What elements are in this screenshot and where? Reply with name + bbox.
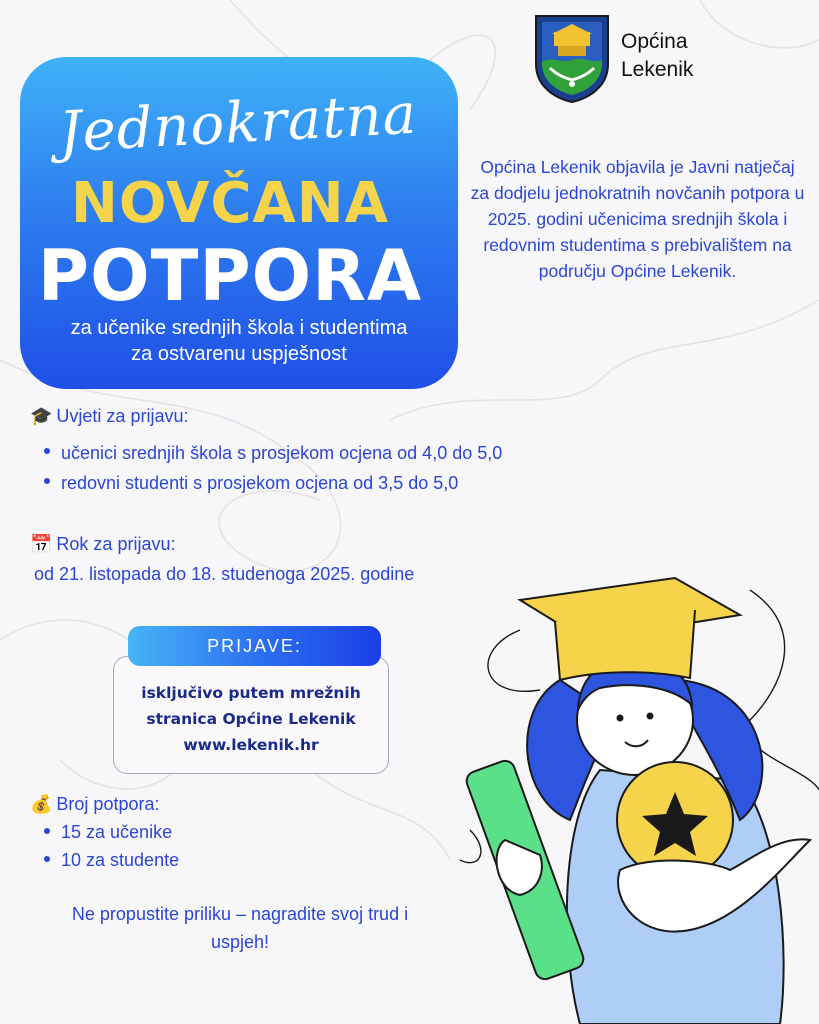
deadline-heading [30,532,175,556]
hero-subtitle [20,315,458,367]
hero-subtitle-line2: za ostvarenu uspješnost [131,343,347,365]
coat-of-arms-icon [532,12,612,104]
conditions-heading-text: Uvjeti za prijavu: [56,406,189,426]
hero-title-white: POTPORA [37,235,423,317]
grants-list [38,818,179,874]
closing-text [20,900,460,956]
apply-line1: isključivo putem mrežnih [141,684,361,702]
student-illustration [450,570,819,1024]
hero-subtitle-line1: za učenike srednjih škola i studentima [70,317,408,339]
grants-heading [30,792,159,816]
apply-line2: stranica Općine Lekenik [146,710,356,728]
apply-text [113,680,389,758]
list-item: 10 za studente [38,846,179,874]
logo-name-line1: Općina [621,30,688,53]
graduation-cap-icon: 🎓 [30,406,53,426]
money-bag-icon: 💰 [30,794,53,814]
closing-line2: uspjeh! [210,932,270,952]
hero-title-yellow: NOVČANA [71,171,389,236]
hero-banner [20,57,458,389]
conditions-list [38,438,502,498]
calendar-icon: 📅 [30,534,53,554]
deadline-text: od 21. listopada do 18. studenoga 2025. godine [34,564,415,584]
intro-text: Općina Lekenik objavila je Javni natječaj za dodjelu jednokratnih novčanih potpora u 2025. godini učenicima srednjih škola i redovnim studentima s prebivalištem na području Općine Lekenik. [470,157,805,281]
hero-script-title: Jednokratna [57,81,419,166]
grants-heading-text: Broj potpora: [56,794,160,814]
list-item: redovni studenti s prosjekom ocjena od 3,5 do 5,0 [38,468,502,498]
logo-name-line2: Lekenik [621,58,694,81]
logo-text [621,28,693,84]
deadline-heading-text: Rok za prijavu: [56,534,176,554]
closing-line1: Ne propustite priliku – nagradite svoj trud i [71,904,409,924]
list-item: 15 za učenike [38,818,179,846]
conditions-heading [30,404,188,428]
apply-website-link[interactable]: www.lekenik.hr [183,736,319,754]
apply-label: PRIJAVE: [128,626,381,666]
list-item: učenici srednjih škola s prosjekom ocjena od 4,0 do 5,0 [38,438,502,468]
